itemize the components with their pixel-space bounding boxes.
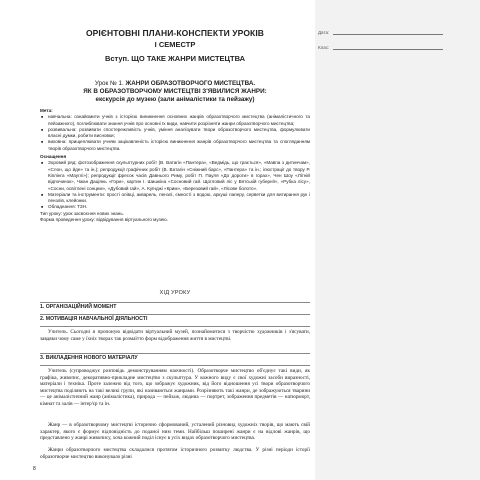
divider	[40, 326, 310, 327]
aims-heading: Мета:	[40, 108, 53, 113]
divider	[40, 353, 310, 354]
equipment-item: ■ Матеріали та інструменти: прості олівці, акварель, пензлі, ємності з водою, аркуші паперу, серветки для витирання рук і пензлів, клейонки.	[48, 192, 310, 205]
section-heading: 3. ВИКЛАДЕННЯ НОВОГО МАТЕРІАЛУ	[40, 355, 138, 361]
paragraph: Жанр — в образотворчому мистецтві історично сформований, усталений різновид художніх творів, що мають свій характер, якого є формує відповідність до поданої ним теми. Найбільш поширені жанри є на відлові жанрів, що представлено у жанрі живопису, хоча кожний поділ існує в усіх видах образотворчого мистецтва.	[40, 422, 310, 441]
equipment-item: ■ Зоровий ряд: фотозображення скульптурних робіт (В. Ватагін «Пантера», «Ведмідь, що грається», «Мавпа з дитинчам», «Слон, що йде» та ін.); репродукції графічних робіт (В. Ватагін «Сніжний барс», «Пантера» та ін.; ілюстрації до твору Р. Кіплінга «Мауглі»); репродукції фресок часів Давнього Риму, робіт П. Пауля «До дороги» в горах», Чен Шоу «Літній відпочинок», Чжан Даціянь «Гори», картин І. Шишкіна «Сосновий гай. Щогловий ліс у Вятській губернії», «Рубка лісу», «Сосни, освітлені сонцем», «Дубовий гай», А. Куїнджі «Крим», «Березовий гай», «Лісове болото».	[48, 160, 310, 191]
aim-item: ■ розвивальна: розвивати спостережливість учнів, уміння аналізувати твори образотворчого мистецтва, формулювати власні думки, робити висновки;	[48, 127, 310, 140]
aim-item: ■ виховна: прищеплювати учням зацікавленість історією виникнення жанрів образотворчого мистецтва та спогляданням творів образотворчого мистецтва.	[48, 139, 310, 152]
aims-list	[40, 114, 310, 152]
equipment-heading: Оснащення	[40, 154, 67, 160]
lesson-heading	[40, 80, 310, 104]
equipment-item: ■ Обладнання: ТЗН.	[48, 204, 310, 210]
class-field[interactable]	[318, 45, 443, 50]
header	[40, 28, 310, 63]
date-label: Дата:	[318, 30, 330, 35]
date-line[interactable]	[333, 34, 443, 35]
lesson-number: Урок № 1.	[94, 80, 124, 87]
lesson-subtitle: екскурсія до музею (зали анімалістики та пейзажу)	[95, 96, 255, 103]
equipment-list	[40, 160, 310, 210]
lesson-flow-title: ХІД УРОКУ	[159, 290, 191, 296]
paragraph: Учитель (супроводжує розповідь демонструванням наочності). Образотворче мистецтво об'єднує такі види, як графіка, живопис, декоративно-прикладне мистецтво з скульптура. У кожного виду є свої художні засоби виразності, матеріали і техніка. Проте залежно від того, що зображує художник, від його відношення усі твори образотворчого мистецтва поділяють на такі великі групи, які називаються жанрами. Розрізняють такі жанри, де зображуються тварини — це анімалістичний жанр (анімалістика), природа — пейзаж, людина — портрет, зображення предметів — натюрморт, кімнат та залів — інтер'єр та ін.	[40, 368, 310, 407]
section-heading: 2. МОТИВАЦІЯ НАВЧАЛЬНОЇ ДІЯЛЬНОСТІ	[40, 316, 148, 322]
divider	[40, 314, 310, 315]
class-line[interactable]	[333, 49, 443, 50]
lesson-title-a: ЖАНРИ ОБРАЗОТВОРЧОГО МИСТЕЦТВА.	[125, 80, 256, 87]
section-heading: 1. ОРГАНІЗАЦІЙНИЙ МОМЕНТ	[40, 304, 117, 310]
notes-sidebar	[315, 0, 480, 480]
class-label: Клас:	[318, 45, 330, 50]
lesson-title-b: ЯК В ОБРАЗОТВОРЧОМУ МИСТЕЦТВІ З'ЯВИЛИСЯ ЖАНРИ:	[83, 88, 267, 95]
divider	[40, 302, 310, 303]
date-field[interactable]	[318, 30, 443, 35]
semester-title: І СЕМЕСТР	[154, 40, 196, 49]
lesson-type: Тип уроку: урок засвоєння нових знань.	[40, 210, 124, 216]
intro-title: Вступ. ЩО ТАКЕ ЖАНРИ МИСТЕЦТВА	[104, 54, 246, 63]
page-number: 8	[33, 466, 36, 472]
divider	[40, 365, 310, 366]
lesson-meta	[40, 106, 310, 223]
paragraph: Жанри образотворчого мистецтва складалися протягом історичного розвитку людства. У різні періоди історії образотворче мистецтво виконувало різні	[40, 447, 310, 460]
aim-item: ■ навчальна: ознайомити учнів з історією виникнення основних жанрів образотворчого мистецтва (анімалістичного та пейзажного), поглиблювати знання учнів про основні їх види, навчити розрізняти жанри образотворчого мистецтва;	[48, 114, 310, 127]
lesson-form: Форма проведення уроку: відвідування віртуального музею.	[40, 217, 169, 223]
paragraph: Учитель. Сьогодні я пропоную відвідати віртуальний музей, познайомитися з творчістю художників і з'ясувати, завдяки чому саме у їхніх творах так розмаїтто форм відображення життя в мистецтві.	[40, 329, 310, 342]
page-title: ОРІЄНТОВНІ ПЛАНИ-КОНСПЕКТИ УРОКІВ	[85, 28, 265, 38]
